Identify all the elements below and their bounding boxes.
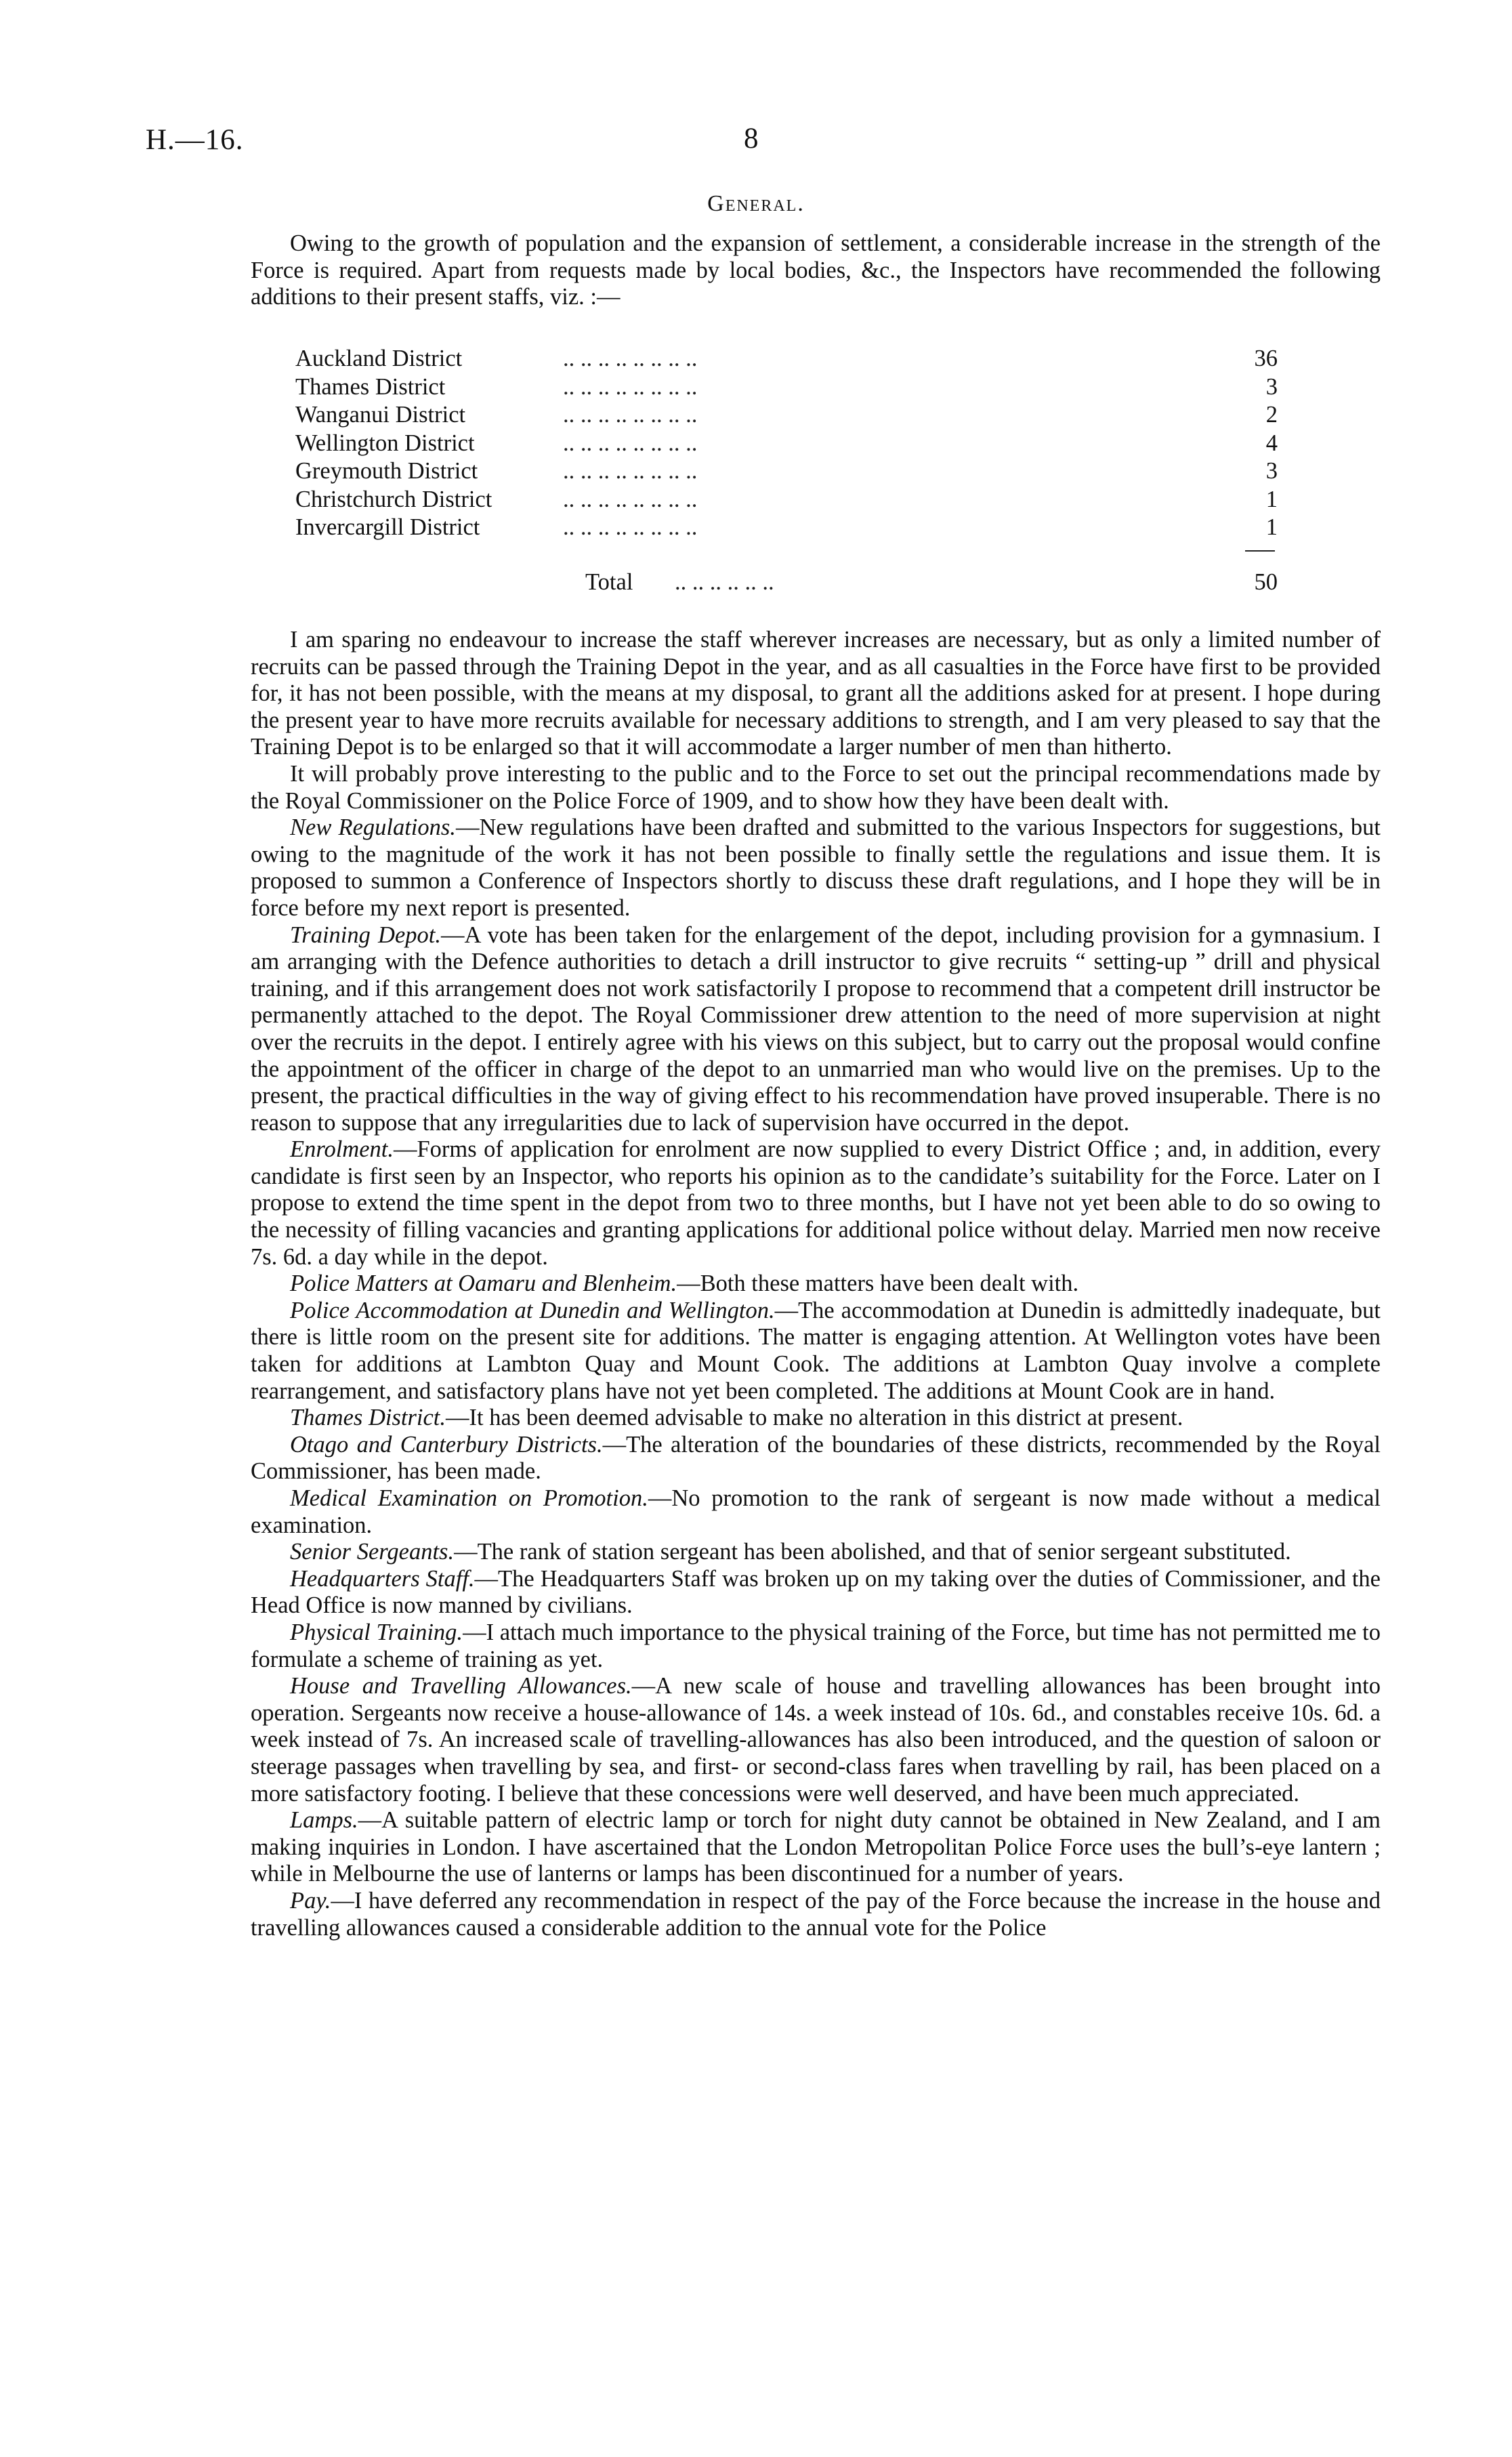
- total-row: [295, 569, 1278, 598]
- paragraph-heading: Headquarters Staff.: [290, 1565, 475, 1592]
- paragraph-heading: Thames District.: [290, 1405, 446, 1431]
- paragraph: [251, 1539, 1381, 1566]
- paragraph: [251, 1888, 1381, 1941]
- table-row: [295, 514, 1278, 543]
- district-name: Christchurch District: [295, 486, 492, 512]
- paragraph-text: —The alteration of the boundaries of these districts, recommended by the Royal Commissioner, has been made.: [251, 1431, 1381, 1485]
- paragraph: [251, 1405, 1381, 1432]
- district-name: Invercargill District: [295, 514, 480, 540]
- paragraph-text: —A vote has been taken for the enlargement of the depot, including provision for a gymnasium. I am arranging with the Defence authorities to detach a drill instructor to give recruits “ setting-up ” drill and physical training, and if this arrangement does not work satisfactorily I propose to recommend that a competent drill instructor be permanently attached to the depot. The Royal Commissioner drew attention to the need of more supervision at night over the recruits in the depot. I entirely agree with his views on this subject, but to carry out the proposal would confine the appointment of the officer in charge of the depot to an unmarried man who would live on the premises. Up to the present, the practical difficulties in the way of giving effect to his recommendation have proved insuperable. There is no reason to suppose that any irregularities due to lack of supervision have occurred in the depot.: [251, 922, 1381, 1136]
- page-number: 8: [744, 123, 759, 154]
- table-row: [295, 458, 1278, 487]
- total-label: Total: [585, 569, 633, 595]
- paragraph-text: —It has been deemed advisable to make no alteration in this district at present.: [446, 1405, 1183, 1431]
- paragraph-text: —A suitable pattern of electric lamp or torch for night duty cannot be obtained in New Zealand, and I am making inquiries in London. I have ascertained that the London Metropolitan Police Force uses the bull’s-eye lantern ; while in Melbourne the use of lanterns or lamps has been discontinued for a number of years.: [251, 1807, 1381, 1887]
- district-name: Thames District: [295, 373, 446, 400]
- paragraph-text: —I attach much importance to the physical training of the Force, but time has not permitted me to formulate a scheme of training as yet.: [251, 1619, 1381, 1672]
- paragraph-text: It will probably prove interesting to the public and to the Force to set out the principal recommendations made by the Royal Commissioner on the Police Force of 1909, and to show how they have been dealt with.: [251, 760, 1381, 814]
- paragraph-heading: New Regulations.: [290, 814, 456, 841]
- leader-dots: .. .. .. .. .. .. .. ..: [563, 346, 698, 371]
- district-name: Greymouth District: [295, 458, 478, 484]
- paragraph-heading: Police Matters at Oamaru and Blenheim.: [290, 1271, 677, 1297]
- leader-dots: .. .. .. .. .. .. .. ..: [563, 514, 698, 540]
- report-body: [251, 627, 1381, 1941]
- paragraph-heading: Medical Examination on Promotion.: [290, 1485, 648, 1511]
- paragraph-text: —Forms of application for enrolment are now supplied to every District Office ; and, in addition, every candidate is first seen by an Inspector, who reports his opinion as to the candidate’s suitability for the Force. Later on I propose to extend the time spent in the depot from two to three months, but I have not yet been able to do so owing to the necessity of filling vacancies and granting applications for additional police without delay. Married men now receive 7s. 6d. a day while in the depot.: [251, 1136, 1381, 1270]
- table-row: [295, 430, 1278, 459]
- paragraph-heading: Training Depot.: [290, 922, 441, 948]
- paragraph-text: I am sparing no endeavour to increase the staff wherever increases are necessary, but as only a limited number of recruits can be passed through the Training Depot in the year, and as all casualties in the Force have first to be provided for, it has not been possible, with the means at my disposal, to grant all the additions asked for at present. I hope during the present year to have more recruits available for necessary additions to strength, and I am very pleased to say that the Training Depot is to be enlarged so that it will accommodate a larger number of men than hitherto.: [251, 627, 1381, 760]
- document-reference: H.—16.: [146, 124, 244, 156]
- paragraph-heading: Lamps.: [290, 1807, 358, 1834]
- table-row: [295, 346, 1278, 374]
- total-value: 50: [1254, 569, 1278, 595]
- district-name: Wellington District: [295, 430, 475, 456]
- district-value: 3: [1265, 458, 1278, 484]
- district-value: 2: [1265, 402, 1278, 428]
- intro-text: Owing to the growth of population and the expansion of settlement, a considerable increase in the strength of the Force is required. Apart from requests made by local bodies, &c., the Inspectors have recommended the following additions to their present staffs, viz. :—: [251, 230, 1381, 310]
- paragraph: [251, 814, 1381, 922]
- intro-paragraph: [251, 230, 1381, 311]
- district-name: Wanganui District: [295, 402, 466, 428]
- paragraph: [251, 922, 1381, 1137]
- district-value: 1: [1265, 514, 1278, 540]
- district-value: 3: [1265, 373, 1278, 400]
- total-rule: [1245, 550, 1275, 552]
- paragraph-text: —The accommodation at Dunedin is admittedly inadequate, but there is little room on the present site for additions. The matter is engaging attention. At Wellington votes have been taken for additions at Lambton Quay and Mount Cook. The additions at Lambton Quay involve a complete rearrangement, and satisfactory plans have not yet been completed. The additions at Mount Cook are in hand.: [251, 1297, 1381, 1404]
- paragraph: [251, 1619, 1381, 1673]
- paragraph: [251, 1298, 1381, 1405]
- paragraph: [251, 1673, 1381, 1807]
- leader-dots: .. .. .. .. .. .. .. ..: [563, 373, 698, 400]
- paragraph-text: —New regulations have been drafted and submitted to the various Inspectors for suggestions, but owing to the magnitude of the work it has not been possible to finally settle the regulations and issue them. It is proposed to summon a Conference of Inspectors shortly to discuss these draft regulations, and I hope they will be in force before my next report is presented.: [251, 814, 1381, 921]
- paragraph-text: —No promotion to the rank of sergeant is now made without a medical examination.: [251, 1485, 1381, 1538]
- paragraph-heading: Physical Training.: [290, 1619, 463, 1645]
- table-row: [295, 374, 1278, 402]
- table-row: [295, 402, 1278, 430]
- leader-dots: .. .. .. .. .. .. .. ..: [563, 402, 698, 428]
- district-additions-table: [295, 346, 1278, 543]
- district-value: 1: [1265, 486, 1278, 512]
- paragraph: [251, 1136, 1381, 1271]
- paragraph-heading: House and Travelling Allowances.: [290, 1673, 632, 1699]
- paragraph-text: —The rank of station sergeant has been abolished, and that of senior sergeant substituted.: [454, 1539, 1291, 1565]
- paragraph-heading: Police Accommodation at Dunedin and Wellington.: [290, 1297, 775, 1323]
- district-value: 36: [1254, 346, 1278, 371]
- paragraph: [251, 1485, 1381, 1539]
- paragraph-text: —A new scale of house and travelling allowances has been brought into operation. Sergeants now receive a house-allowance of 14s. a week instead of 10s. 6d., and constables receive 10s. 6d. a week instead of 7s. An increased scale of travelling-allowances has also been introduced, and the question of saloon or steerage passages when travelling by sea, and first- or second-class fares when travelling by rail, has been placed on a more satisfactory footing. I believe that these concessions were well deserved, and have been much appreciated.: [251, 1673, 1381, 1806]
- leader-dots: .. .. .. .. .. .. .. ..: [563, 430, 698, 456]
- paragraph: [251, 1271, 1381, 1298]
- paragraph-heading: Senior Sergeants.: [290, 1539, 455, 1565]
- paragraph-text: —Both these matters have been dealt with.: [677, 1271, 1079, 1297]
- paragraph: [251, 627, 1381, 761]
- district-name: Auckland District: [295, 346, 463, 371]
- leader-dots: .. .. .. .. .. ..: [675, 569, 774, 595]
- paragraph-heading: Otago and Canterbury Districts.: [290, 1431, 603, 1458]
- district-value: 4: [1265, 430, 1278, 456]
- leader-dots: .. .. .. .. .. .. .. ..: [563, 486, 698, 512]
- paragraph: [251, 1807, 1381, 1888]
- paragraph-text: —I have deferred any recommendation in respect of the pay of the Force because the increase in the house and travelling allowances caused a considerable addition to the annual vote for the Police: [251, 1887, 1381, 1941]
- paragraph: [251, 1566, 1381, 1619]
- paragraph-heading: Pay.: [290, 1887, 331, 1914]
- paragraph-heading: Enrolment.: [290, 1136, 394, 1163]
- paragraph: [251, 761, 1381, 814]
- section-title: General.: [707, 191, 805, 216]
- table-row: [295, 487, 1278, 515]
- leader-dots: .. .. .. .. .. .. .. ..: [563, 458, 698, 484]
- paragraph: [251, 1432, 1381, 1485]
- paragraph-text: —The Headquarters Staff was broken up on my taking over the duties of Commissioner, and the Head Office is now manned by civilians.: [251, 1565, 1381, 1619]
